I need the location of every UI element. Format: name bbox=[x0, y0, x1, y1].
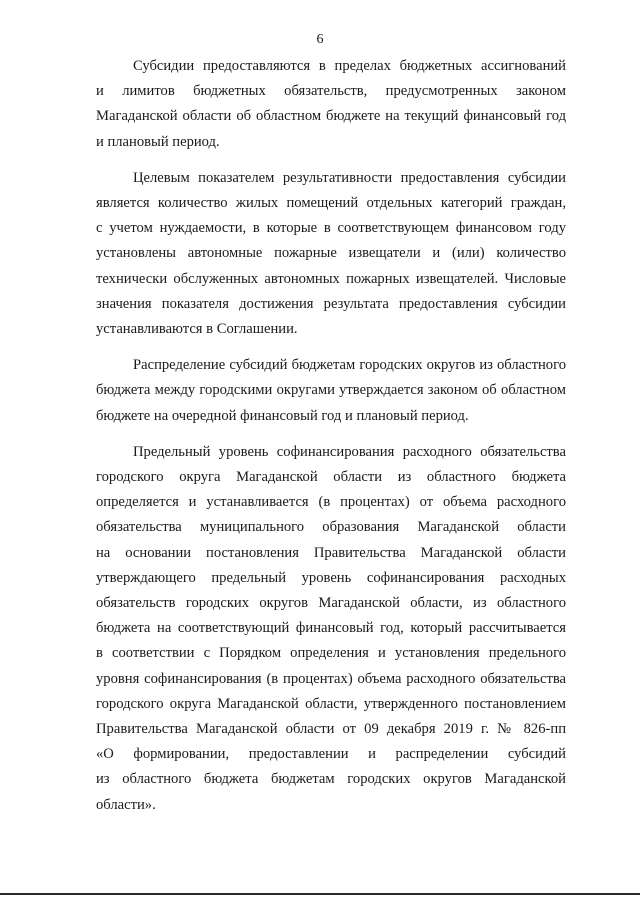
text-line: устанавливаются в Соглашении. bbox=[96, 321, 298, 338]
text-line: Предельный уровень софинансирования расходного обязательства bbox=[133, 443, 566, 460]
text-line: Субсидии предоставляются в пределах бюджетных ассигнований bbox=[133, 58, 566, 74]
page-bottom-rule bbox=[0, 893, 640, 895]
text-line: городского округа Магаданской области, утвержденного постановлением bbox=[96, 695, 566, 712]
paragraph-target-indicator bbox=[96, 166, 566, 342]
text-line: обязательства муниципального образования Магаданской области bbox=[96, 519, 566, 536]
text-line: на основании постановления Правительства Магаданской области bbox=[96, 544, 566, 561]
text-line: Правительства Магаданской области от 09 декабря 2019 г. № 826-пп bbox=[96, 721, 566, 738]
text-line: Распределение субсидий бюджетам городских округов из областного bbox=[133, 357, 566, 374]
text-line: городского округа Магаданской области из областного бюджета bbox=[96, 469, 566, 486]
page-number: 6 bbox=[316, 32, 324, 47]
text-line: Магаданской области об областном бюджете на текущий финансовый год bbox=[96, 108, 566, 125]
text-line: Целевым показателем результативности предоставления субсидии bbox=[133, 169, 566, 186]
paragraph-cofinancing-level bbox=[96, 440, 566, 818]
text-line: уровня софинансирования (в процентах) объема расходного обязательства bbox=[96, 670, 566, 687]
text-line: из областного бюджета бюджетам городских округов Магаданской bbox=[96, 771, 566, 788]
text-line: и лимитов бюджетных обязательств, предусмотренных законом bbox=[96, 83, 566, 100]
text-line: определяется и устанавливается (в процентах) от объема расходного bbox=[96, 494, 566, 511]
text-line: «О формировании, предоставлении и распределении субсидий bbox=[96, 746, 566, 763]
text-line: с учетом нуждаемости, в которые в соответствующем финансовом году bbox=[96, 220, 566, 237]
text-line: установлены автономные пожарные извещатели и (или) количество bbox=[96, 245, 566, 262]
text-line: в соответствии с Порядком определения и установления предельного bbox=[96, 645, 566, 662]
text-line: технически обслуженных автономных пожарных извещателей. Числовые bbox=[96, 270, 566, 287]
paragraph-subsidy-limits bbox=[96, 54, 566, 155]
text-line: бюджете на очередной финансовый год и плановый период. bbox=[96, 407, 469, 424]
text-line: обязательств городских округов Магаданской области, из областного bbox=[96, 595, 566, 612]
text-line: бюджета на соответствующий финансовый год, который рассчитывается bbox=[96, 620, 566, 637]
text-line: и плановый период. bbox=[96, 133, 220, 150]
text-line: бюджета между городскими округами утверждается законом об областном bbox=[96, 382, 566, 399]
text-line: области». bbox=[96, 796, 156, 813]
paragraph-distribution bbox=[96, 353, 566, 429]
text-line: является количество жилых помещений отдельных категорий граждан, bbox=[96, 195, 566, 212]
text-line: утверждающего предельный уровень софинансирования расходных bbox=[96, 569, 566, 586]
document-body bbox=[96, 54, 566, 818]
text-line: значения показателя достижения результата предоставления субсидии bbox=[96, 295, 566, 312]
